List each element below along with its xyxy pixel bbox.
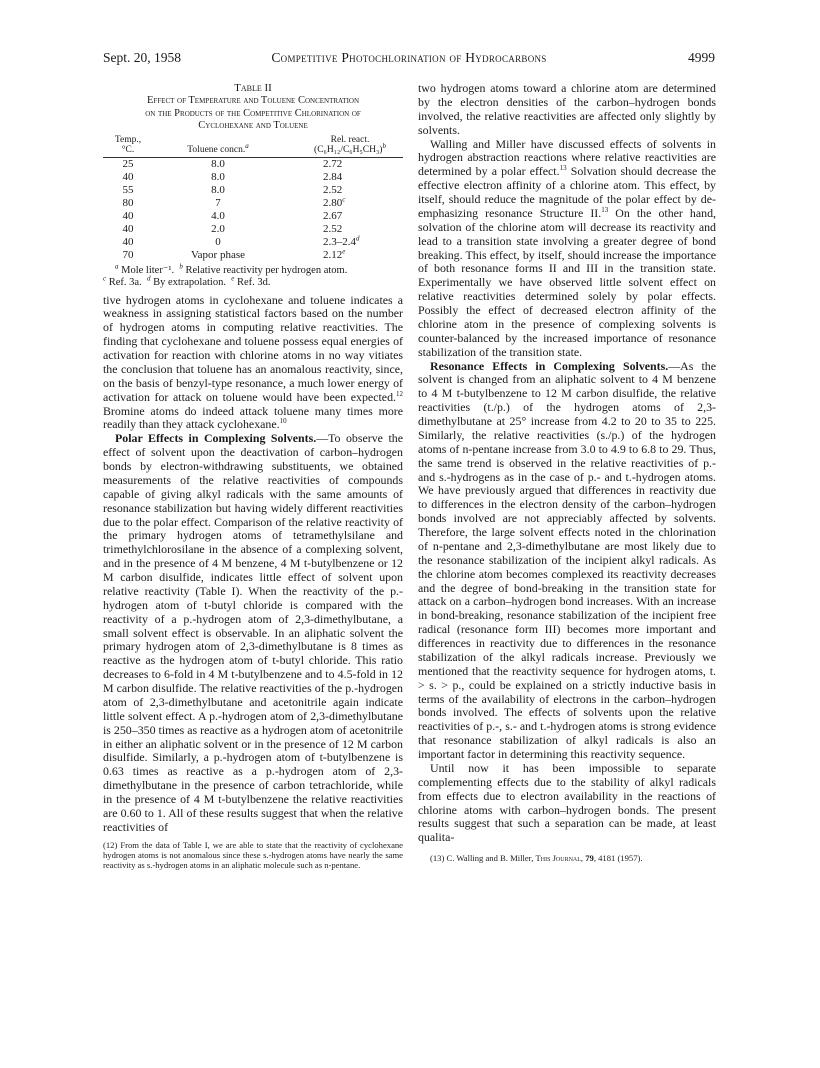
paragraph: Until now it has been impossible to separate complementing effects due to the stability of alkyl radicals from effects due to electron availability in the reactions of chlorine atoms with carbon–hydrogen bonds. The present results suggest that such a separation can be made, at least qualita- — [418, 760, 716, 845]
table-row — [103, 236, 403, 249]
table-caption-line: Cyclohexane and Toluene — [198, 120, 308, 132]
cell-toluene-concn: 8.0 — [211, 157, 225, 170]
table-row — [103, 184, 403, 197]
footnote: (12) From the data of Table I, we are able to state that the reactivity of cyclohexane hydrogen atoms is not anomalous since these s.-hydrogen atoms have nearly the same reactivity as s.-hydrogen atoms in an aliphatic molecule such as n-pentane. — [103, 839, 403, 871]
cell-temp: 40 — [122, 236, 134, 249]
table-body — [103, 157, 403, 262]
cell-toluene-concn: 7 — [215, 197, 221, 210]
table-row — [103, 197, 403, 210]
cell-toluene-concn: 0 — [215, 236, 221, 249]
cell-toluene-concn: 8.0 — [211, 170, 225, 183]
cell-toluene-concn: 8.0 — [211, 183, 225, 196]
right-column — [418, 82, 716, 863]
table-footnotes — [103, 262, 403, 290]
paragraph: two hydrogen atoms toward a chlorine atom are determined by the electron densities of the carbon–hydrogen bonds involved, the relative reactivities are affected only slightly by solvents. — [418, 81, 716, 137]
cell-rel-react: 2.80$^c$ — [323, 195, 346, 210]
table-row — [103, 249, 403, 262]
cell-temp: 25 — [122, 157, 134, 170]
table-footnote-line: $^c$ Ref. 3a. $^d$ By extrapolation. $^e$ Ref. 3d. — [103, 274, 271, 289]
cell-temp: 40 — [122, 210, 134, 223]
table-label: Table II — [234, 82, 272, 94]
cell-toluene-concn: 2.0 — [211, 223, 225, 236]
table-footnote-line: $^a$ Mole liter⁻¹. $^b$ Relative reactivity per hydrogen atom. — [115, 262, 348, 276]
table-row — [103, 157, 403, 171]
cell-rel-react: 2.67 — [323, 210, 343, 223]
footnote-ref: 10 — [279, 417, 287, 426]
col-header-rel-react: Rel. react. $(C_6H_{12}/C_6H_5CH_3)^b$ — [314, 134, 386, 155]
cell-rel-react: 2.52 — [323, 223, 343, 236]
cell-rel-react: 2.3–2.4$^d$ — [323, 234, 360, 249]
cell-temp: 80 — [122, 197, 134, 210]
footnote: (13) C. Walling and B. Miller, This Journal, 79, 4181 (1957). — [430, 853, 643, 864]
cell-toluene-concn: 4.0 — [211, 210, 225, 223]
left-column — [103, 82, 403, 870]
cell-temp: 70 — [122, 249, 134, 262]
cell-rel-react: 2.72 — [323, 157, 343, 170]
col-header-temp: Temp., °C. — [114, 134, 142, 155]
cell-temp: 55 — [122, 183, 134, 196]
paragraph: Polar Effects in Complexing Solvents.—To observe the effect of solvent upon the deactivation of carbon–hydrogen bonds by electron-withdrawing substituents, we obtained measurements of the relative reactivities of compounds capable of giving alkyl radicals with the same amounts of resonance stabilization but having widely different reactivities due to the polar effect. Comparison of the relative reactivity of the primary hydrogen atoms of tetramethylsilane and trimethylchlorosilane in the absence of a complexing solvent, and in the presence of 4 M benzene, 4 M t-butylbenzene or 12 M carbon disulfide, indicates little effect of solvent upon relative reactivity (Table I). When the reactivity of the p.-hydrogen atom of t-butyl chloride is compared with the reactivity of a p.-hydrogen atom of 2,3-dimethylbutane, a small solvent effect is observable. In an aliphatic solvent the primary hydrogen atom of 2,3-dimethylbutane is 8 times as reactive as the hydrogen atom of t-butyl chloride. This ratio decreases to 6-fold in 4 M t-butylbenzene and to 4.5-fold in 12 M carbon disulfide. The relative reactivities of the p.-hydrogen atom of 2,3-dimethylbutane and acetonitrile again indicate little solvent effect. A p.-hydrogen atom of 2,3-dimethylbutane is 250–350 times as reactive as a hydrogen atom of acetonitrile in either an aliphatic solvent or in the presence of 12 M carbon disulfide. Similarly, a p.-hydrogen atom of t-butylbenzene is 0.63 times as reactive as a p.-hydrogen atom of 2,3-dimethylbutane in the presence of carbon tetrachloride, while in the presence of 4 M t-butylbenzene the relative reactivities are 0.60 to 1. All of these results suggest that when the relative reactivities of — [103, 431, 403, 834]
section-heading: Resonance Effects in Complexing Solvents. — [430, 358, 669, 373]
table-row — [103, 210, 403, 223]
table-header-row — [103, 135, 403, 158]
col-header-toluene: Toluene concn.$^a$ — [187, 141, 249, 155]
cell-temp: 40 — [122, 223, 134, 236]
table-caption-line: on the Products of the Competitive Chlorination of — [145, 107, 361, 119]
footnote-ref: 13 — [559, 164, 567, 173]
cell-rel-react: 2.52 — [323, 183, 343, 196]
paragraph: Walling and Miller have discussed effects of solvents in hydrogen abstraction reactions where relative reactivities are determined by a polar effect.$^{13}$ Solvation should decrease the effective electron affinity of a chlorine atom. This effect, by itself, should reduce the magnitude of the polar effect by de-emphasizing resonance Structure II.$^{13}$ On the other hand, solvation of the chlorine atom will decrease its reactivity and lead to a transition state involving a greater degree of bond breaking. This effect, by itself, should increase the importance of both resonance forms II and III in the transition state. Experimentally we have observed little solvent effect on relative reactivities determined solely by polar effects. Possibly the effect of decreased electron affinity of the chlorine atom in the presence of complexing solvents is counter-balanced by the increased importance of resonance stabilization of the transition state. — [418, 136, 717, 359]
paragraph: Resonance Effects in Complexing Solvents.—As the solvent is changed from an aliphatic solvent to 4 M benzene to 4 M t-butylbenzene to 12 M carbon disulfide, the relative reactivities (t./p.) of the hydrogen atoms of 2,3-dimethylbutane at 25° increase from 4.2 to 20 to 35 to 225. Similarly, the relative reactivities (s./p.) of the hydrogen atoms of n-pentane increase from 3.0 to 4.9 to 6.8 to 29. Thus, the same trend is observed in the relative reactivities of p.- and s.-hydrogens as in the case of p.- and t.-hydrogen atoms. We have previously argued that differences in reactivity due to differences in the electron density of the carbon–hydrogen bonds involved are not appreciably affected by solvents. Therefore, the large solvent effects noted in the chlorination of n-pentane and 2,3-dimethylbutane are most likely due to the resonance stabilization of the incipient alkyl radicals. As the chlorine atom becomes complexed its reactivity decreases and the degree of bond-breaking in the transition state for attack on a carbon–hydrogen bond increases. With an increase in bond-breaking, resonance stabilization of the incipient free radical (resonance form III) becomes more important and differences in reactivity due to differences in the resonance stabilization of the alkyl radicals increase. Previously we mentioned that the reactivity sequence for hydrogen atoms, t. > s. > p., could be explained on a strictly inductive basis in terms of the availability of electrons in the carbon–hydrogen bonds involved. The effects of solvents upon the relative reactivities of p.-, s.- and t.-hydrogen atoms is strong evidence that resonance stabilization of alkyl radicals is also an important factor in determining this reactivity sequence. — [418, 358, 716, 761]
header-date: Sept. 20, 1958 — [103, 50, 182, 65]
table-caption — [103, 95, 403, 133]
footnote-ref: 13 — [601, 205, 609, 214]
section-heading: Polar Effects in Complexing Solvents. — [115, 431, 317, 446]
header-title: Competitive Photochlorination of Hydrocarbons — [271, 50, 547, 65]
footnote-ref: 12 — [396, 389, 403, 398]
table-caption-line: Effect of Temperature and Toluene Concentration — [146, 95, 360, 106]
cell-rel-react: 2.12e — [323, 247, 346, 262]
table-row — [103, 171, 403, 184]
cell-rel-react: 2.84 — [323, 170, 343, 183]
running-header — [103, 50, 715, 70]
cell-temp: 40 — [122, 170, 134, 183]
data-table — [103, 135, 403, 263]
page-number: 4999 — [688, 50, 715, 65]
paragraph: tive hydrogen atoms in cyclohexane and toluene indicates a weakness in assigning statistical factors based on the number of hydrogen atoms in computing relative reactivities. The finding that cyclohexane and toluene possess equal energies of activation for reaction with chlorine atoms in no way vitiates the conclusion that toluene has an anomalous reactivity, since, on the basis of benzyl-type resonance, a much lower energy of activation for attack on toluene would have been expected.$^{12}$ Bromine atoms do indeed attack toluene many times more readily than they attack cyclohexane.$^{10}$ — [103, 292, 403, 432]
cell-toluene-concn: Vapor phase — [190, 249, 246, 262]
